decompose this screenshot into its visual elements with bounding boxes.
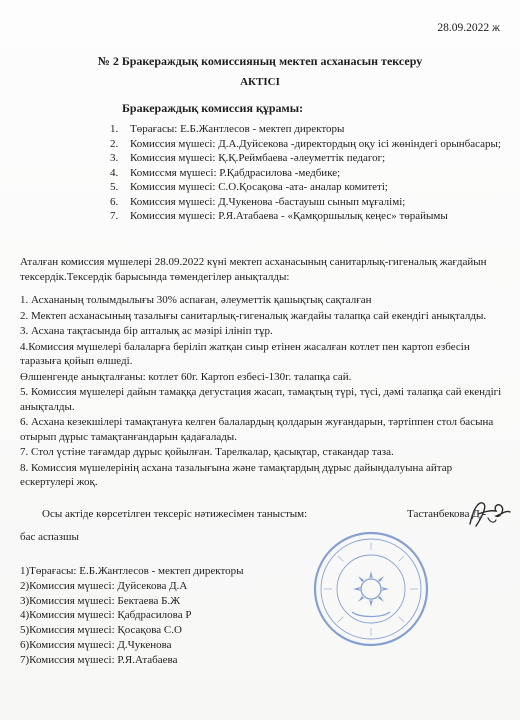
signer-line: 5)Комиссия мүшесі: Қосақова С.О <box>20 624 182 637</box>
finding-item: 3. Асхана тақтасында бір апталық ас мәзірі ілініп тұр. <box>20 325 273 337</box>
finding-item: 6. Асхана кезекшілері тамақтануға келген балалардың қолдарын жуғандарын, тәртіппен стол басына отырып дұрыс тамақтанғандарын қадағалады. <box>20 416 494 443</box>
member-item <box>110 209 502 224</box>
finding-item: Өлшенгенде анықталғаны: котлет 60г. Картоп езбесі-130г. талапқа сай. <box>20 370 352 383</box>
member-item <box>110 180 502 195</box>
finding-item: 8. Комиссия мүшелерінің асхана тазалығына және тамақтардың дұрыс дайындалуына айтар ескертулері жоқ. <box>20 461 453 488</box>
finding-item: 7. Стол үстіне тағамдар дұрыс қойылған. Тарелкалар, қасықтар, стакандар таза. <box>20 446 394 458</box>
member-text: Комиссия мүшесі: Д.Чукенова -бастауыш сынып мұғалімі; <box>130 195 406 208</box>
commission-members-list <box>110 122 502 224</box>
signer-line: 6)Комиссия мүшесі: Д.Чукенова <box>20 638 172 651</box>
member-item <box>110 195 502 210</box>
member-number: 4. <box>110 166 119 179</box>
member-item <box>110 166 502 181</box>
member-text: Комиссия мүшесі: Р.Я.Атабаева - «Қамқоршылық кеңес» төрайымы <box>130 210 448 222</box>
finding-item: 4.Комиссия мүшелері балаларға беріліп жатқан сиыр етінен жасалған котлет пен картоп езбесін таразыға қойып өлшеді. <box>20 340 470 367</box>
member-text: Комиссия мүшесі: Д.А.Дуйсекова -директордың оқу ісі жөніндегі орынбасары; <box>130 137 501 150</box>
member-number: 2. <box>110 137 119 150</box>
acknowledgment-block <box>20 507 502 545</box>
acknowledgment-position: бас аспазшы <box>20 531 79 543</box>
signers-list <box>20 564 244 668</box>
member-item <box>110 122 502 137</box>
signer-line: 2)Комиссия мүшесі: Дуйсекова Д.А <box>20 579 188 592</box>
signer-line: 4)Комиссия мүшесі: Қабдрасилова Р <box>20 609 192 622</box>
finding-item: 1. Асхананың толымдылығы 30% аспаған, әлеуметтік қашықтық сақталған <box>20 294 372 306</box>
acknowledgment-name: Тастанбекова Д.- <box>407 508 487 520</box>
document-title: № 2 Бракераждық комиссияның мектеп асханасын тексеру <box>97 54 423 68</box>
document-date: 28.09.2022 ж <box>437 22 500 34</box>
member-text: Төрағасы: Е.Б.Жантлесов - мектеп директоры <box>130 123 345 135</box>
member-item <box>110 137 502 152</box>
member-item <box>110 151 502 166</box>
member-text: Комиссия мүшесі: С.О.Қосақова -ата- аналар комитеті; <box>130 181 388 193</box>
member-number: 3. <box>110 152 119 164</box>
acknowledgment-text: Осы актіде көрсетілген тексеріс нәтижесімен таныстым: <box>42 508 308 520</box>
official-round-seal-icon <box>312 530 430 648</box>
signer-line: 7)Комиссия мүшесі: Р.Я.Атабаева <box>20 653 178 666</box>
member-number: 7. <box>110 210 119 222</box>
member-number: 1. <box>110 123 119 135</box>
finding-item: 2. Мектеп асханасының тазалығы санитарлық-гигеналық жағдайы талапқа сай екендігі анықталды. <box>20 309 487 322</box>
findings-list <box>20 293 504 491</box>
intro-paragraph: Аталған комиссия мүшелері 28.09.2022 күні мектеп асханасының санитарлық-гигеналық жағдайын тексердік.Тексердік барысында төмендегілер анықталды: <box>20 256 487 283</box>
signer-line: 1)Төрағасы: Е.Б.Жантлесов - мектеп директоры <box>20 565 244 577</box>
signer-line: 3)Комиссия мүшесі: Бектаева Б.Ж <box>20 594 181 607</box>
handwritten-signature-icon <box>466 496 514 532</box>
member-text: Комиссия мүшесі: Қ.Қ.Реймбаева -әлеуметтік педагог; <box>130 152 386 164</box>
document-subtitle: АКТІСІ <box>240 76 280 88</box>
member-number: 6. <box>110 195 119 208</box>
finding-item: 5. Комиссия мүшелері дайын тамаққа дегустация жасап, тамақтың түрі, түсі, дәмі талапқа сай екендігі анықталды. <box>20 386 502 413</box>
member-number: 5. <box>110 181 119 193</box>
member-text: Комиссмя мүшесі: Р.Қабдрасилова -медбике; <box>130 166 341 179</box>
composition-heading: Бракераждық комиссия құрамы: <box>122 101 304 115</box>
